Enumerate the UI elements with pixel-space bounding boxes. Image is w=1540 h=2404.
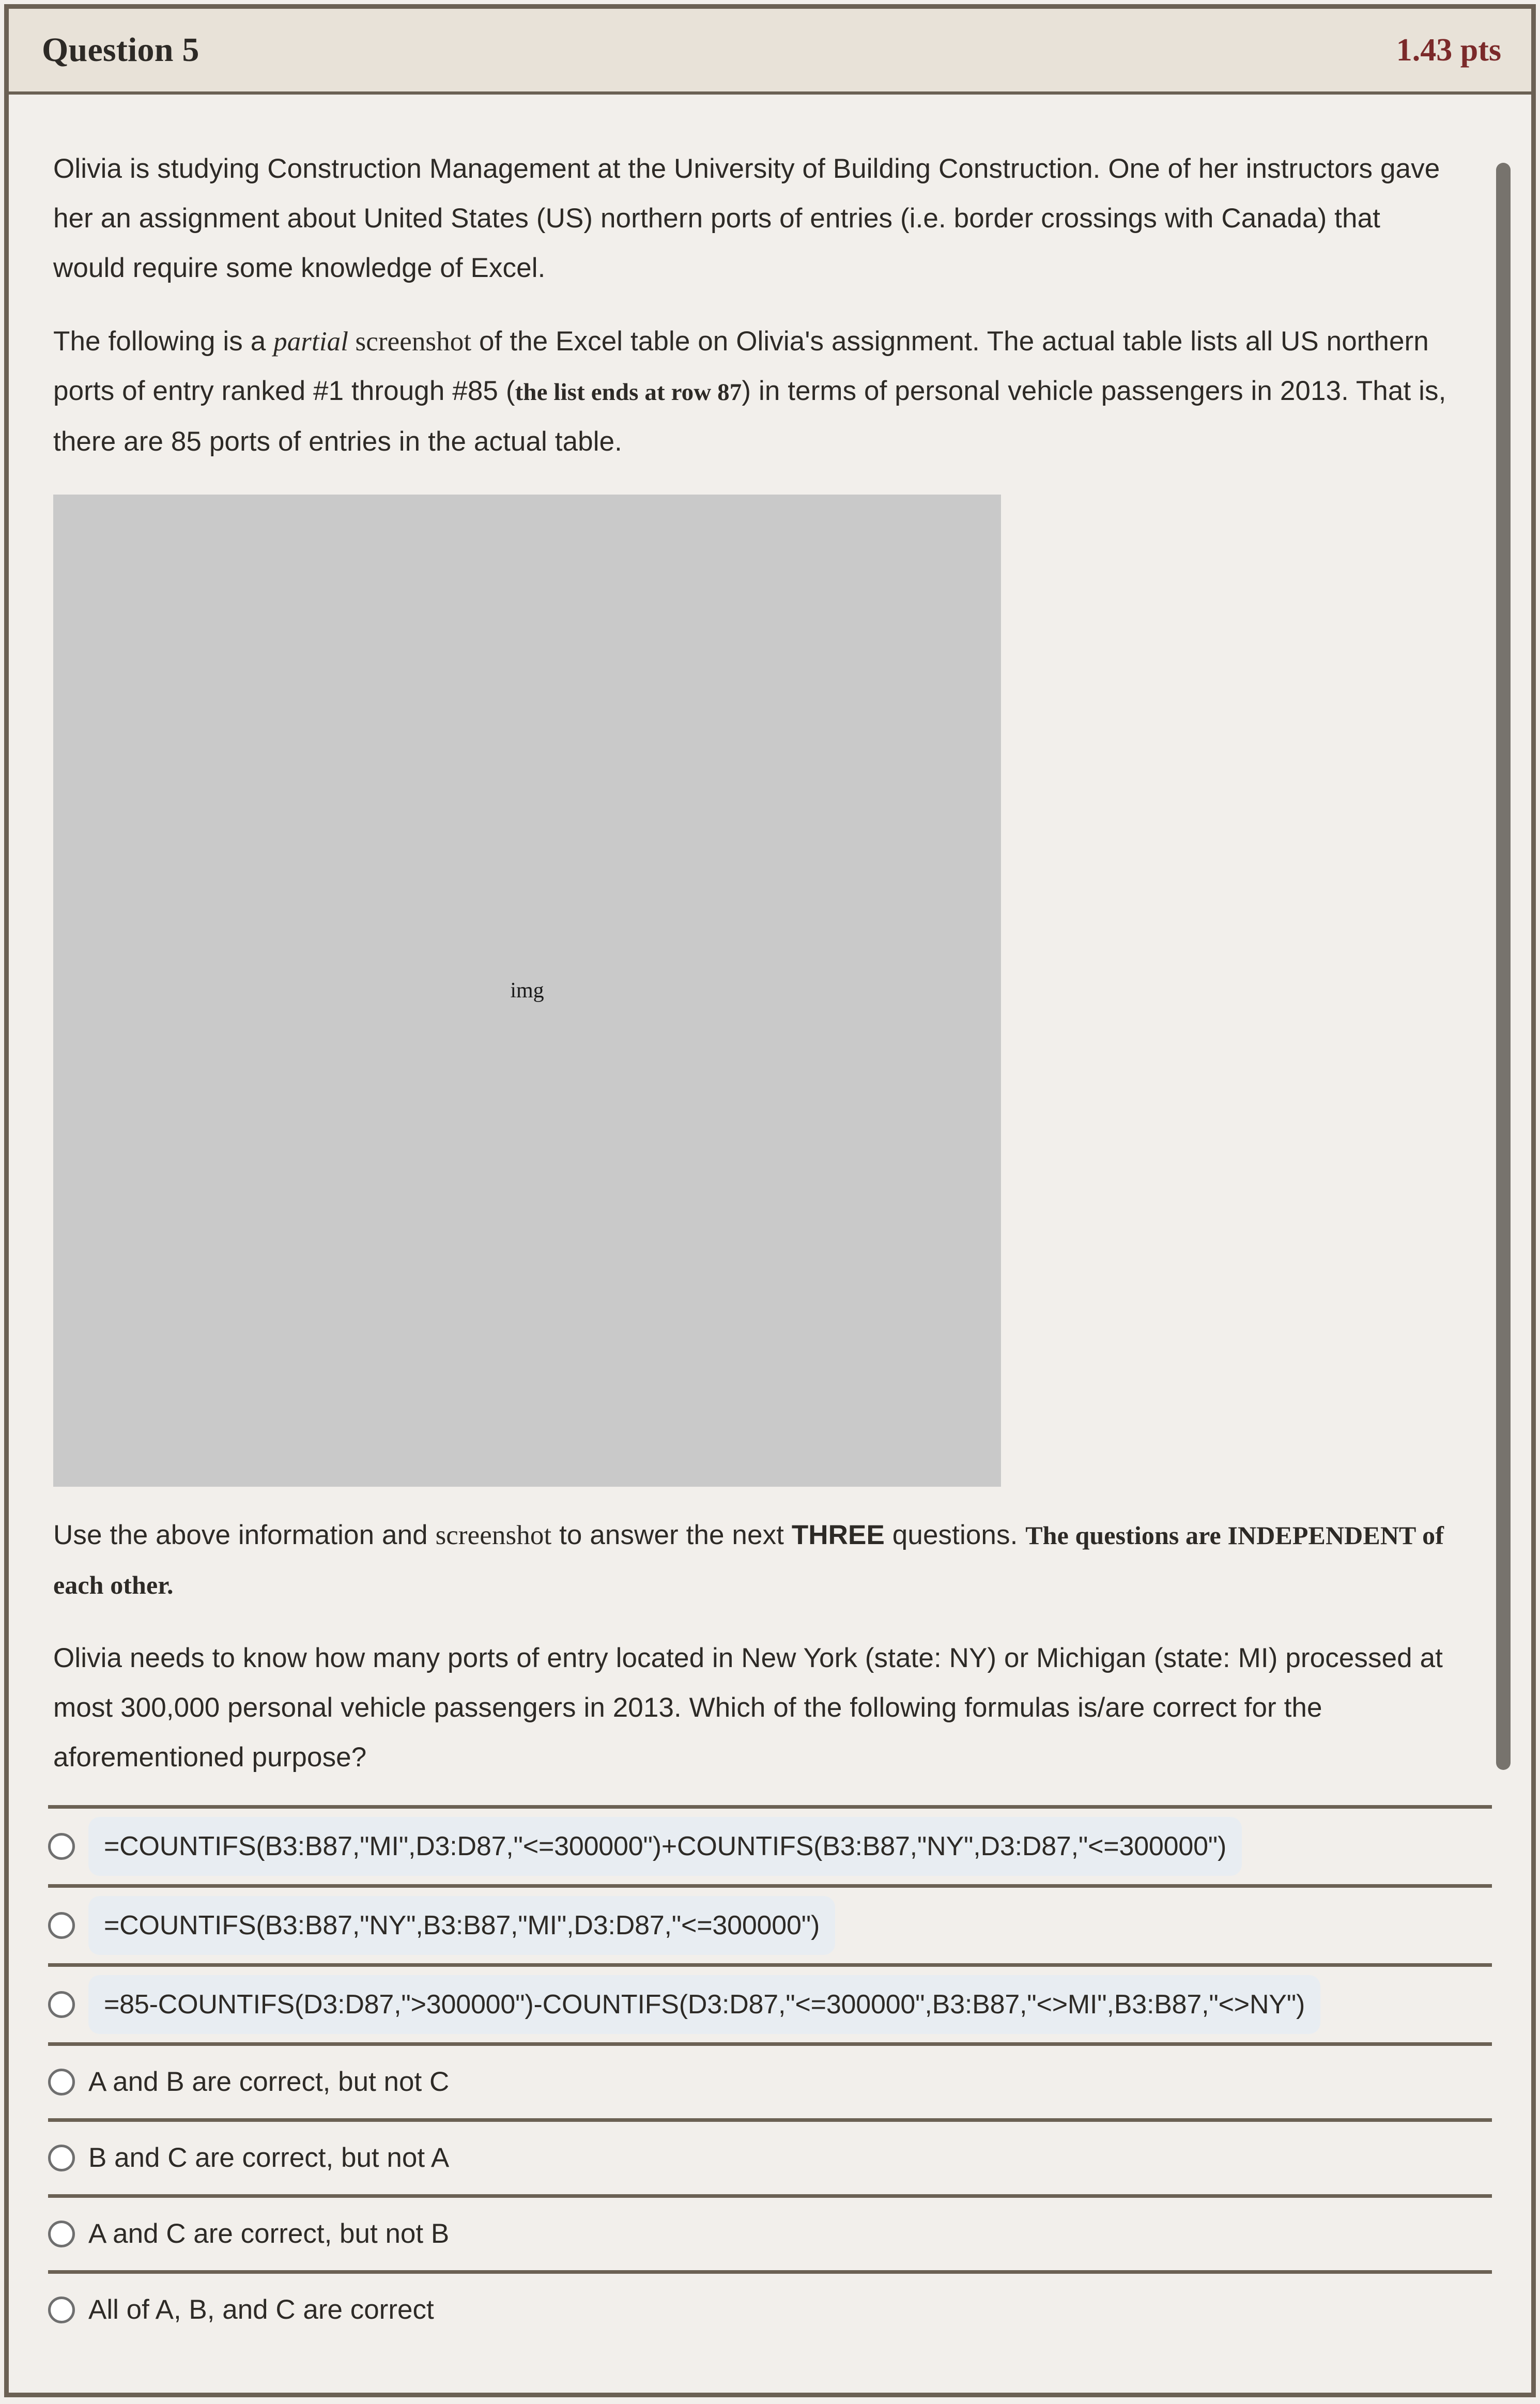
instructions-paragraph bbox=[53, 1511, 1449, 1610]
para3-bold-three: THREE bbox=[791, 1520, 885, 1550]
answer-label-g: All of A, B, and C are correct bbox=[88, 2294, 434, 2325]
para3-bold-independent: The questions are INDEPENDENT of each other. bbox=[53, 1521, 1444, 1599]
intro-paragraph: Olivia is studying Construction Management at the University of Building Construction. One of her instructors gave her an assignment about United States (US) northern ports of entries (i.e. border crossings with Canada) that would require some knowledge of Excel. bbox=[53, 153, 1440, 283]
para2-serif-screenshot: screenshot bbox=[348, 327, 472, 357]
radio-button-icon-d[interactable] bbox=[48, 2069, 75, 2095]
para3-part1: Use the above information and bbox=[53, 1520, 436, 1550]
answer-label-f: A and C are correct, but not B bbox=[88, 2218, 450, 2249]
answer-option-e[interactable] bbox=[48, 2118, 1492, 2194]
answer-label-b: =COUNTIFS(B3:B87,"NY",B3:B87,"MI",D3:D87,"<=300000") bbox=[88, 1896, 835, 1955]
answer-label-c: =85-COUNTIFS(D3:D87,">300000")-COUNTIFS(D3:D87,"<=300000",B3:B87,"<>MI",B3:B87,"<>NY") bbox=[88, 1975, 1320, 2034]
para3-part3: questions. bbox=[884, 1520, 1026, 1550]
vertical-scrollbar[interactable] bbox=[1493, 95, 1514, 1805]
answer-option-a[interactable] bbox=[48, 1805, 1492, 1884]
answer-option-f[interactable] bbox=[48, 2194, 1492, 2270]
question-title: Question 5 bbox=[42, 31, 199, 69]
para3-part2: to answer the next bbox=[551, 1520, 792, 1550]
answer-options-list bbox=[4, 1805, 1536, 2397]
answer-option-g[interactable] bbox=[48, 2270, 1492, 2346]
radio-button-icon-f[interactable] bbox=[48, 2221, 75, 2247]
answer-label-e: B and C are correct, but not A bbox=[88, 2143, 450, 2173]
para2-italic-partial: partial bbox=[273, 327, 349, 357]
radio-button-icon-c[interactable] bbox=[48, 1991, 75, 2018]
radio-button-icon-a[interactable] bbox=[48, 1833, 75, 1860]
radio-button-icon-e[interactable] bbox=[48, 2145, 75, 2171]
question-header bbox=[4, 4, 1536, 95]
screenshot-description-paragraph bbox=[53, 317, 1449, 467]
question-points: 1.43 pts bbox=[1396, 32, 1501, 68]
radio-button-icon-g[interactable] bbox=[48, 2297, 75, 2323]
question-body-content bbox=[9, 95, 1482, 1782]
excel-table-screenshot bbox=[53, 495, 1001, 1487]
image-placeholder-label: img bbox=[510, 979, 544, 1003]
radio-button-icon-b[interactable] bbox=[48, 1912, 75, 1939]
answer-label-a: =COUNTIFS(B3:B87,"MI",D3:D87,"<=300000")+COUNTIFS(B3:B87,"NY",D3:D87,"<=300000") bbox=[88, 1817, 1242, 1876]
answer-option-c[interactable] bbox=[48, 1963, 1492, 2042]
para2-part1: The following is a bbox=[53, 326, 274, 357]
answer-label-d: A and B are correct, but not C bbox=[88, 2067, 450, 2097]
para2-part3: of the Excel table on Olivia's assignment. The actual table lists all US northern ports of entry ranked #1 through #85 ( bbox=[53, 326, 1429, 406]
answer-option-d[interactable] bbox=[48, 2042, 1492, 2118]
answer-option-b[interactable] bbox=[48, 1884, 1492, 1963]
question-prompt-paragraph: Olivia needs to know how many ports of entry located in New York (state: NY) or Michigan (state: MI) processed at most 300,000 personal vehicle passengers in 2013. Which of the following formulas is/are correct for the aforementioned purpose? bbox=[53, 1643, 1443, 1773]
para3-serif-screenshot: screenshot bbox=[435, 1520, 552, 1550]
para2-part4: ) in terms of personal vehicle passengers in 2013. That is, there are 85 ports of entries in the actual table. bbox=[53, 376, 1446, 457]
scrollbar-thumb[interactable] bbox=[1496, 163, 1511, 1770]
para2-bold-note: the list ends at row 87 bbox=[515, 379, 742, 406]
question-body-scroll-area[interactable] bbox=[4, 95, 1536, 1805]
